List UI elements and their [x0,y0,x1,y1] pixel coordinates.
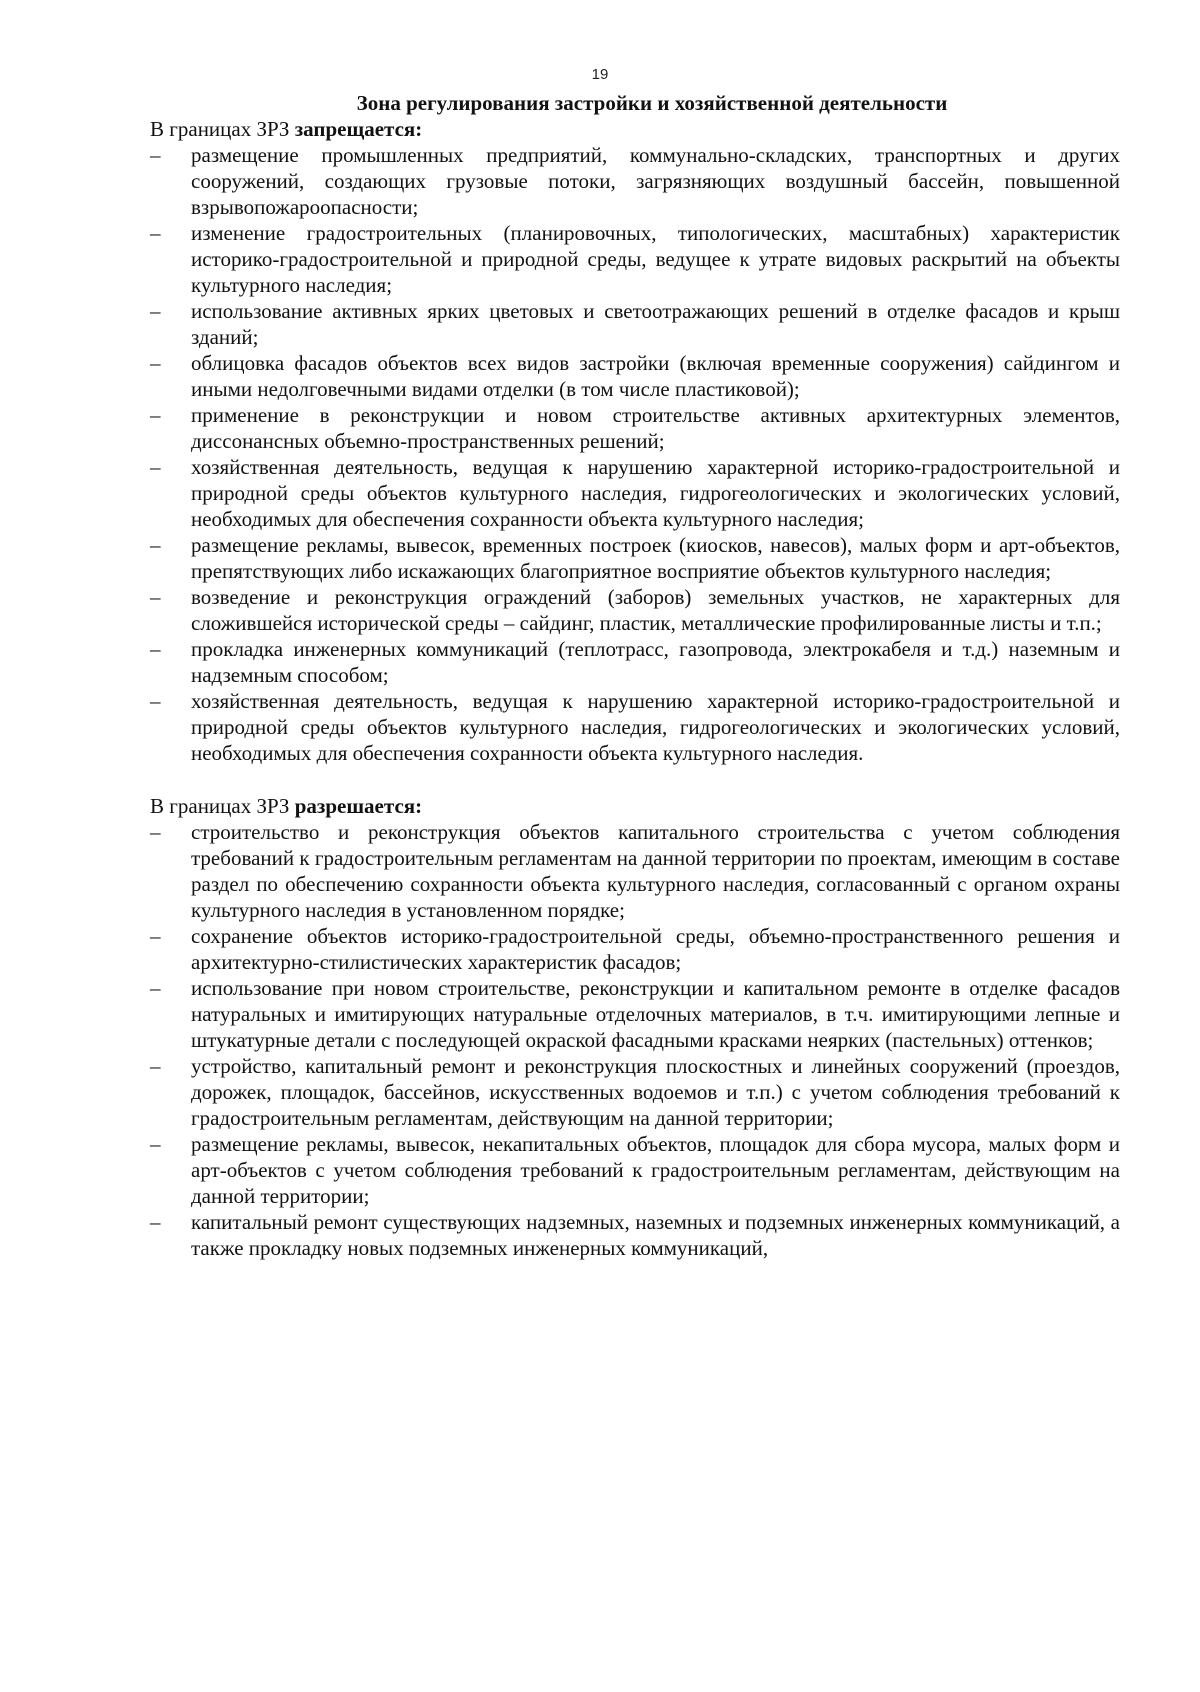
list-item: – капитальный ремонт существующих надземных, наземных и подземных инженерных коммуникаций, а также прокладку новых подземных инженерных коммуникаций, [150,1209,1120,1261]
list-item: – изменение градостроительных (планировочных, типологических, масштабных) характеристик историко-градостроительной и природной среды, ведущее к утрате видовых раскрытий на объекты культурного наследия; [150,220,1120,298]
list-item: – хозяйственная деятельность, ведущая к нарушению характерной историко-градостроительной и природной среды объектов культурного наследия, гидрогеологических и экологических условий, необходимых для обеспечения сохранности объекта культурного наследия. [150,688,1120,766]
list-item: – возведение и реконструкция ограждений (заборов) земельных участков, не характерных для сложившейся исторической среды – сайдинг, пластик, металлические профилированные листы и т.п.; [150,584,1120,636]
list-item: – размещение рекламы, вывесок, временных построек (киосков, навесов), малых форм и арт-объектов, препятствующих либо искажающих благоприятное восприятие объектов культурного наследия; [150,532,1120,584]
permitted-intro-text: В границах ЗРЗ [150,794,295,818]
prohibited-intro-text: В границах ЗРЗ [150,117,295,141]
permitted-intro-bold: разрешается: [294,794,423,818]
list-item: – облицовка фасадов объектов всех видов застройки (включая временные сооружения) сайдингом и иными недолговечными видами отделки (в том числе пластиковой); [150,350,1120,402]
permitted-intro [150,793,1120,819]
list-item: – использование при новом строительстве, реконструкции и капитальном ремонте в отделке фасадов натуральных и имитирующих натуральные отделочных материалов, в т.ч. имитирующими лепные и штукатурные детали с последующей окраской фасадными красками неярких (пастельных) оттенков; [150,975,1120,1053]
list-item: – применение в реконструкции и новом строительстве активных архитектурных элементов, диссонансных объемно-пространственных решений; [150,402,1120,454]
list-item: – размещение промышленных предприятий, коммунально-складских, транспортных и других сооружений, создающих грузовые потоки, загрязняющих воздушный бассейн, повышенной взрывопожароопасности; [150,142,1120,220]
page-number: 19 [591,66,609,83]
list-item: – использование активных ярких цветовых и светоотражающих решений в отделке фасадов и крыш зданий; [150,298,1120,350]
prohibited-intro [150,116,1120,142]
list-item: – сохранение объектов историко-градостроительной среды, объемно-пространственного решения и архитектурно-стилистических характеристик фасадов; [150,923,1120,975]
list-item: – прокладка инженерных коммуникаций (теплотрасс, газопровода, электрокабеля и т.д.) наземным и надземным способом; [150,636,1120,688]
permitted-list [150,819,1120,1261]
prohibited-list [150,142,1120,766]
prohibited-intro-bold: запрещается: [294,117,423,141]
section-gap [150,766,1120,793]
list-item: – хозяйственная деятельность, ведущая к нарушению характерной историко-градостроительной и природной среды объектов культурного наследия, гидрогеологических и экологических условий, необходимых для обеспечения сохранности объекта культурного наследия; [150,454,1120,532]
list-item: – строительство и реконструкция объектов капитального строительства с учетом соблюдения требований к градостроительным регламентам на данной территории по проектам, имеющим в составе раздел по обеспечению сохранности объекта культурного наследия, согласованный с органом охраны культурного наследия в установленном порядке; [150,819,1120,923]
list-item: – размещение рекламы, вывесок, некапитальных объектов, площадок для сбора мусора, малых форм и арт-объектов с учетом соблюдения требований к градостроительным регламентам, действующим на данной территории; [150,1131,1120,1209]
list-item: – устройство, капитальный ремонт и реконструкция плоскостных и линейных сооружений (проездов, дорожек, площадок, бассейнов, искусственных водоемов и т.п.) с учетом соблюдения требований к градостроительным регламентам, действующим на данной территории; [150,1053,1120,1131]
document-body [150,90,1120,1261]
section-title: Зона регулирования застройки и хозяйственной деятельности [356,91,948,115]
